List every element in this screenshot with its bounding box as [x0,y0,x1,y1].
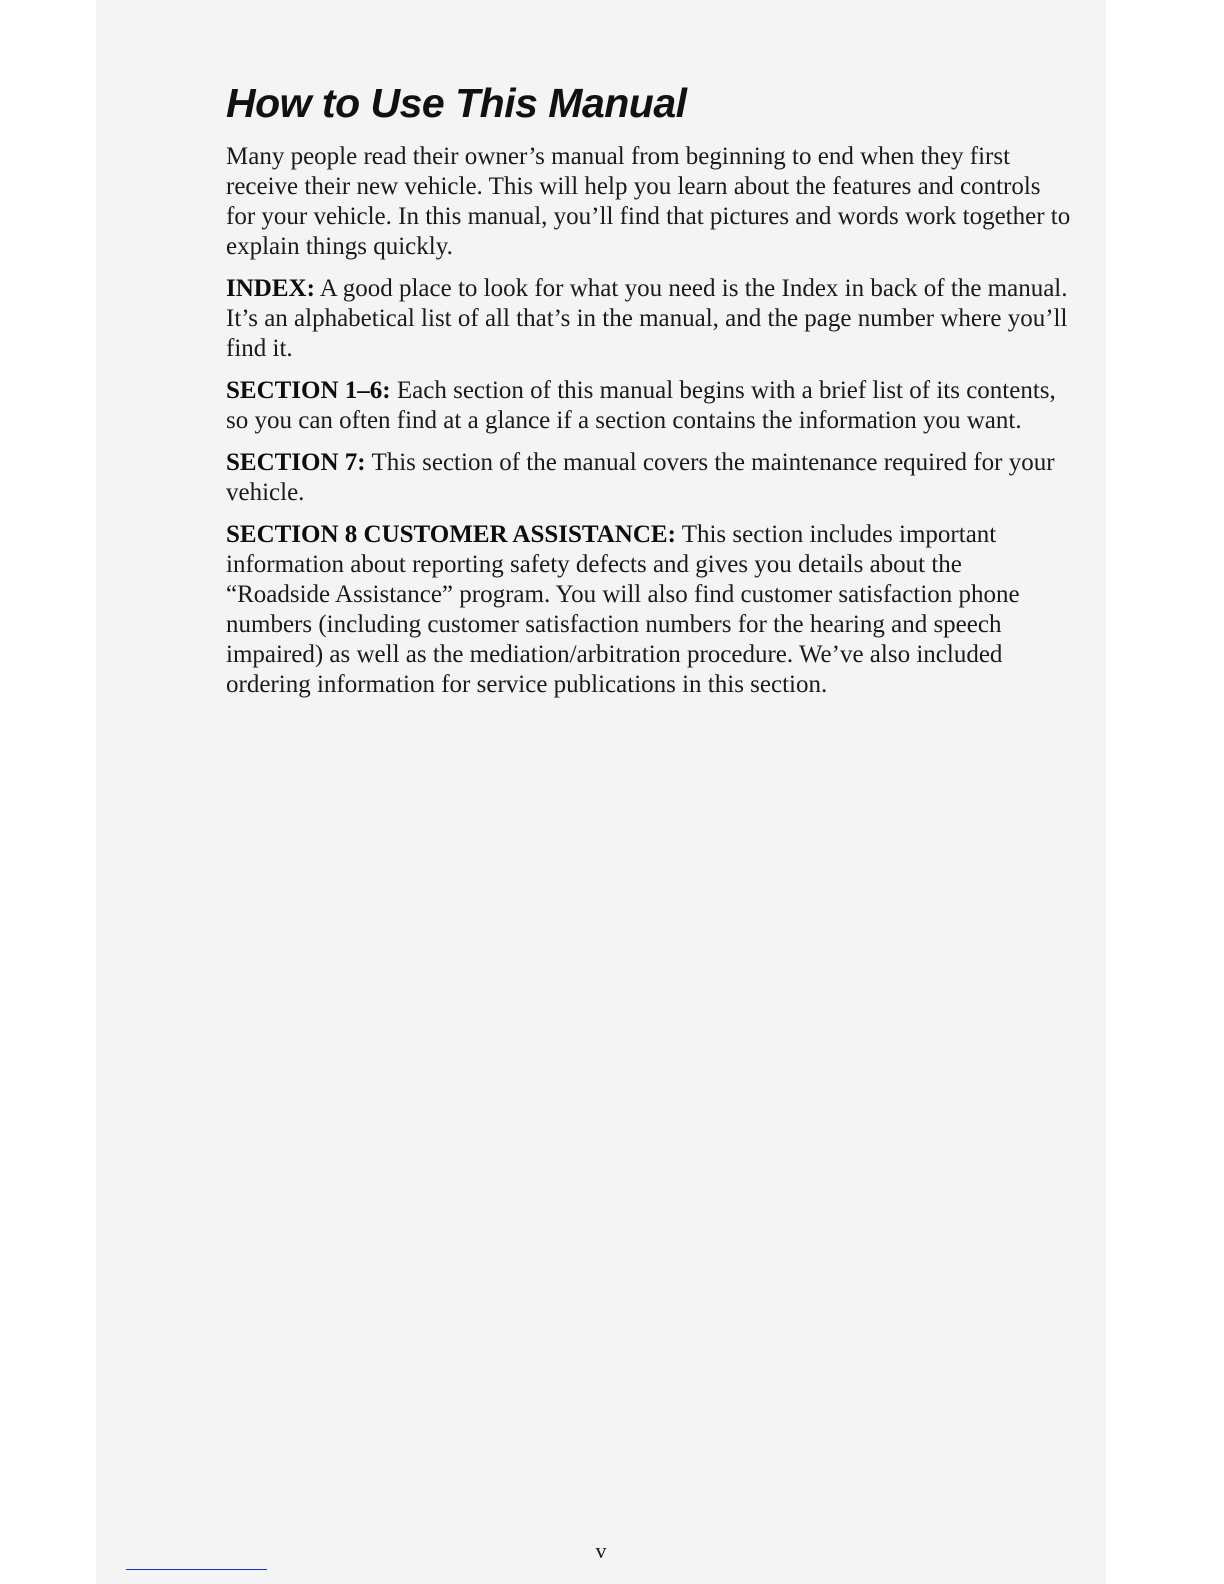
section-7-label: SECTION 7: [226,449,366,476]
section-7-text: This section of the manual covers the maintenance required for your vehicle. [226,449,1055,506]
footer-link-underline[interactable] [126,1569,267,1570]
index-label: INDEX: [226,275,315,302]
section-1-6-paragraph [226,376,1071,436]
manual-page [96,0,1106,1584]
page-content [226,78,1071,712]
section-8-paragraph [226,520,1071,700]
index-text: A good place to look for what you need is the Index in back of the manual. It’s an alphabetical list of all that’s in the manual, and the page number where you’ll find it. [226,275,1068,362]
index-paragraph [226,274,1071,364]
page-number: v [595,1538,607,1563]
section-1-6-text: Each section of this manual begins with a brief list of its contents, so you can often find at a glance if a section contains the information you want. [226,377,1056,434]
section-1-6-label: SECTION 1–6: [226,377,391,404]
page-title: How to Use This Manual [226,80,687,126]
section-7-paragraph [226,448,1071,508]
section-8-text: This section includes important information about reporting safety defects and gives you details about the “Roadside Assistance” program. You will also find customer satisfaction phone numbers (including customer satisfaction numbers for the hearing and speech impaired) as well as the mediation/arbitration procedure. We’ve also included ordering information for service publications in this section. [226,521,1020,698]
intro-paragraph: Many people read their owner’s manual from beginning to end when they first receive their new vehicle. This will help you learn about the features and controls for your vehicle. In this manual, you’ll find that pictures and words work together to explain things quickly. [226,143,1071,260]
section-8-label: SECTION 8 CUSTOMER ASSISTANCE: [226,521,676,548]
